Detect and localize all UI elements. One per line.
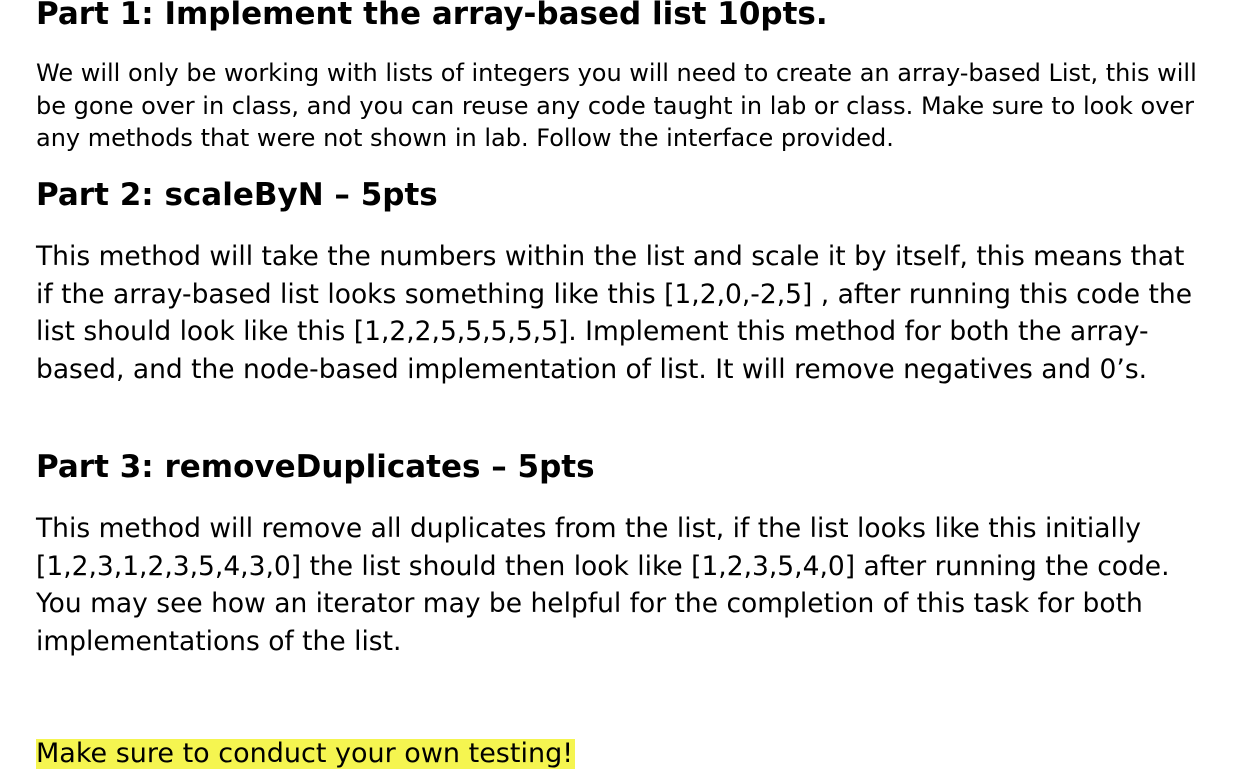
part1-heading: Part 1: Implement the array-based list 10pts. xyxy=(36,0,828,32)
part3-body: This method will remove all duplicates from the list, if the list looks like this initially [1,2,3,1,2,3,5,4,3,0] the list should then look like [1,2,3,5,4,0] after running the code. You may see how an iterator may be helpful for the completion of this task for both implementations of the list. xyxy=(36,513,1170,658)
part1-body: We will only be working with lists of integers you will need to create an array-based List, this will be gone over in class, and you can reuse any code taught in lab or class. Make sure to look over any methods that were not shown in lab. Follow the interface provided. xyxy=(36,59,1197,152)
part2-heading: Part 2: scaleByN – 5pts xyxy=(36,177,438,213)
part3-heading: Part 3: removeDuplicates – 5pts xyxy=(36,449,595,485)
testing-reminder-highlight: Make sure to conduct your own testing! xyxy=(36,738,574,769)
part2-body: This method will take the numbers within the list and scale it by itself, this means that if the array-based list looks something like this [1,2,0,-2,5] , after running this code the list should look like this [1,2,2,5,5,5,5,5]. Implement this method for both the array-based, and the node-based implementation of list. It will remove negatives and 0’s. xyxy=(36,241,1192,386)
